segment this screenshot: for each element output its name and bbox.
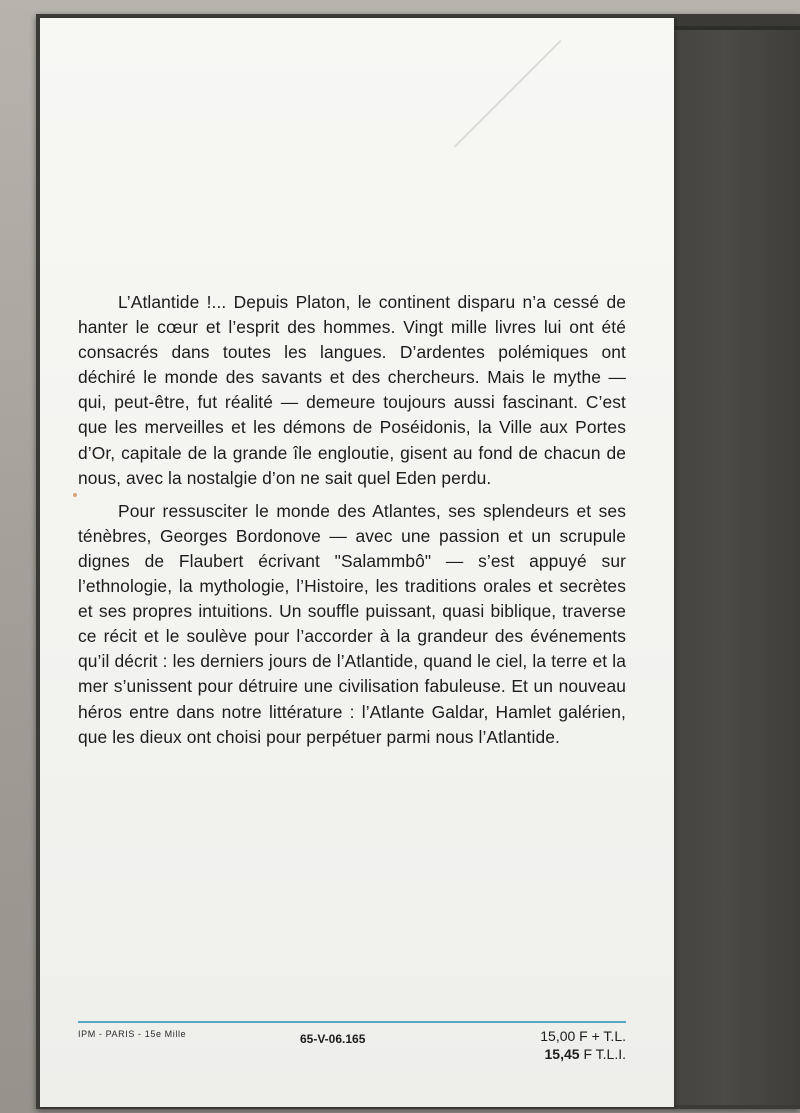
blurb-text: [78, 290, 626, 758]
blurb-paragraph-2: Pour ressusciter le monde des Atlantes, ses splendeurs et ses ténèbres, Georges Bordonove — avec une passion et un scrupule dignes de Flaubert écrivant "Salammbô" — s’est appuyé sur l’ethnologie, la mythologie, l’Histoire, les traditions orales et secrètes et ses propres intuitions. Un souffle puissant, quasi biblique, traverse ce récit et le soulève pour l’accorder à la grandeur des événements qu’il décrit : les derniers jours de l’Atlantide, quand le ciel, la terre et la mer s’unissent pour détruire une civilisation fabuleuse. Et un nouveau héros entre dans notre littérature : l’Atlante Galdar, Hamlet galérien, que les dieux ont choisi pour perpétuer parmi nous l’Atlantide.: [78, 500, 626, 747]
price-line-2-suffix: F T.L.I.: [579, 1046, 626, 1062]
price-line-2-amount: 15,45: [544, 1046, 580, 1062]
ink-dot: [73, 493, 77, 497]
price-line-2: [466, 1046, 626, 1062]
catalog-code: 65-V-06.165: [300, 1032, 366, 1046]
printer-imprint: IPM - PARIS - 15e Mille: [78, 1029, 187, 1039]
footer-rule: [78, 1021, 626, 1023]
price-line-1: 15,00 F + T.L.: [540, 1028, 626, 1044]
blurb-paragraph-1: L’Atlantide !... Depuis Platon, le continent disparu n’a cessé de hanter le cœur et l’esprit des hommes. Vingt mille livres lui ont été consacrés dans toutes les langues. D’ardentes polémiques ont déchiré le monde des savants et des chercheurs. Mais le mythe — qui, peut-être, fut réalité — demeure toujours aussi fascinant. C’est que les merveilles et les démons de Poséidonis, la Ville aux Portes d’Or, capitale de la grande île engloutie, gisent au fond de chacun de nous, avec la nostalgie d’on ne sait quel Eden perdu.: [78, 292, 626, 488]
dark-cover-band: [674, 30, 800, 1105]
